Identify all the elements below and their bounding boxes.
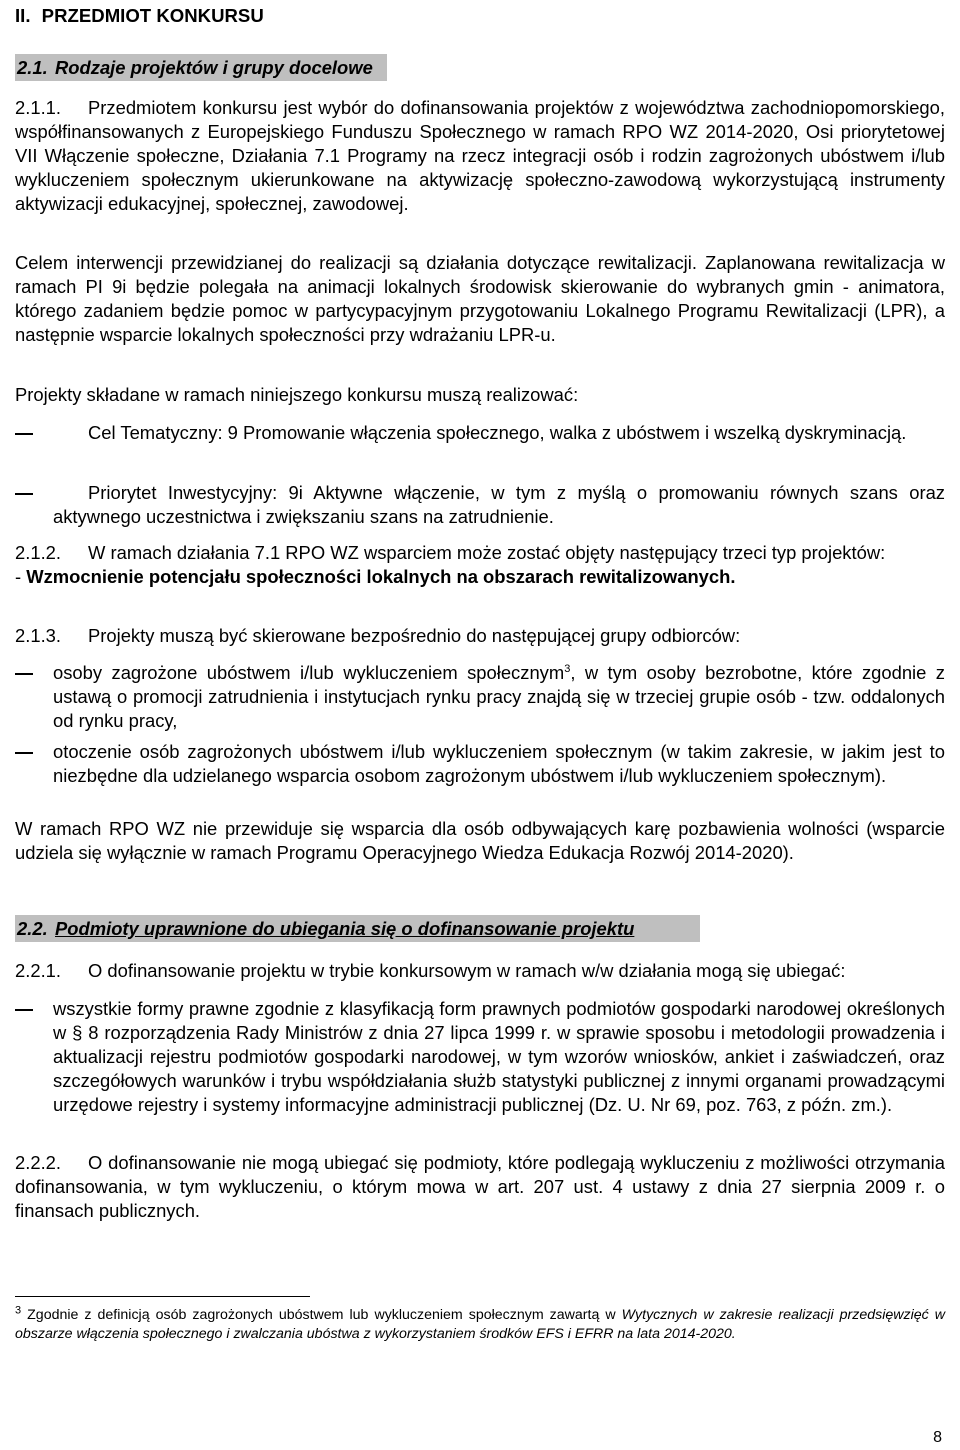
paragraph-text: Projekty muszą być skierowane bezpośrednio do następującej grupy odbiorców: bbox=[88, 625, 741, 646]
paragraph-2-1-3 bbox=[15, 624, 945, 648]
footnote-italic-text: Wytycznych w zakresie realizacji przedsięwzięć w obszarze włączenia społecznego i zwalczania ubóstwa z wykorzystaniem środków EFS i EFRR na lata 2014-2020. bbox=[15, 1307, 945, 1342]
paragraph-2-2-1 bbox=[15, 959, 945, 983]
paragraph-2-1-2 bbox=[15, 541, 945, 589]
paragraph-2-1-1 bbox=[15, 96, 945, 216]
section-number: II. bbox=[15, 5, 31, 26]
footnote-ref: 3 bbox=[564, 662, 571, 675]
paragraph-text: O dofinansowanie projektu w trybie konkursowym w ramach w/w działania mogą się ubiegać: bbox=[88, 960, 846, 981]
project-type-bold: Wzmocnienie potencjału społeczności lokalnych na obszarach rewitalizowanych. bbox=[26, 566, 736, 587]
list-item bbox=[15, 740, 945, 788]
subsection-heading-2-2 bbox=[15, 915, 700, 942]
list-item-text: Cel Tematyczny: 9 Promowanie włączenia społecznego, walka z ubóstwem i wszelką dyskryminacją. bbox=[88, 422, 907, 443]
paragraph-projekty: Projekty składane w ramach niniejszego konkursu muszą realizować: bbox=[15, 384, 579, 405]
paragraph-text: W ramach działania 7.1 RPO WZ wsparciem może zostać objęty następujący trzeci typ projektów: bbox=[88, 542, 886, 563]
subsection-title: Rodzaje projektów i grupy docelowe bbox=[55, 57, 373, 78]
subsection-title: Podmioty uprawnione do ubiegania się o dofinansowanie projektu bbox=[55, 918, 635, 939]
list-item bbox=[15, 481, 945, 529]
paragraph-number: 2.1.3. bbox=[15, 625, 62, 646]
subsection-heading-2-1 bbox=[15, 54, 387, 81]
paragraph-2-2-2 bbox=[15, 1151, 945, 1223]
dash-marker bbox=[15, 661, 33, 685]
footnote bbox=[15, 1306, 945, 1344]
list-item-text: otoczenie osób zagrożonych ubóstwem i/lub wykluczeniem społecznym (w takim zakresie, w jakim jest to niezbędne dla udzielanego wsparcia osobom zagrożonym ubóstwem i/lub wykluczeniem społecznym). bbox=[53, 741, 945, 786]
list-item-text: Priorytet Inwestycyjny: 9i Aktywne włączenie, w tym z myślą o promowaniu równych szans oraz aktywnego uczestnictwa i zwiększaniu szans na zatrudnienie. bbox=[53, 482, 945, 527]
paragraph-w-ramach: W ramach RPO WZ nie przewiduje się wsparcia dla osób odbywających karę pozbawienia wolności (wsparcie udziela się wyłącznie w ramach Programu Operacyjnego Wiedza Edukacja Rozwój 2014-2020). bbox=[15, 818, 945, 863]
list-item bbox=[15, 997, 945, 1117]
section-heading bbox=[15, 4, 264, 28]
list-item-text-b: , w tym osoby bezrobotne, które zgodnie z ustawą o promocji zatrudnienia i instytucjach rynku pracy znajdą się w trzeciej grupie osób - tzw. oddalonych od rynku pracy, bbox=[53, 662, 945, 731]
dash-marker bbox=[15, 997, 33, 1021]
footnote-separator bbox=[15, 1296, 310, 1297]
footnote-number: 3 bbox=[15, 1304, 22, 1317]
dash-marker bbox=[15, 481, 33, 505]
paragraph-number: 2.1.1. bbox=[15, 97, 62, 118]
paragraph-text: O dofinansowanie nie mogą ubiegać się podmioty, które podlegają wykluczeniu z możliwości otrzymania dofinansowania, w tym wykluczeniu, o którym mowa w art. 207 ust. 4 ustawy z dnia 27 sierpnia 2009 r. o finansach publicznych. bbox=[15, 1152, 945, 1221]
subsection-number: 2.1. bbox=[17, 57, 48, 78]
paragraph-number: 2.2.2. bbox=[15, 1152, 62, 1173]
subsection-number: 2.2. bbox=[17, 918, 48, 939]
list-item bbox=[15, 421, 945, 445]
list-item bbox=[15, 661, 945, 733]
dash-marker bbox=[15, 421, 33, 445]
paragraph-number: 2.1.2. bbox=[15, 542, 62, 563]
list-item-text: wszystkie formy prawne zgodnie z klasyfikacją form prawnych podmiotów gospodarki narodowej określonych w § 8 rozporządzenia Rady Ministrów z dnia 27 lipca 1999 r. w sprawie sposobu i metodologii prowadzenia i aktualizacji rejestru podmiotów gospodarki narodowej, w tym wzorów wniosków, ankiet i zaświadczeń, oraz szczegółowych warunków i trybu współdziałania służb statystyki publicznej z innymi organami prowadzącymi urzędowe rejestry i systemy informacyjne administracji publicznej (Dz. U. Nr 69, poz. 763, z późn. zm.). bbox=[53, 998, 945, 1115]
footnote-text: Zgodnie z definicją osób zagrożonych ubóstwem lub wykluczeniem społecznym zawartą w bbox=[27, 1307, 622, 1323]
section-title: PRZEDMIOT KONKURSU bbox=[41, 5, 264, 26]
list-item-text-a: osoby zagrożone ubóstwem i/lub wykluczeniem społecznym bbox=[53, 662, 565, 683]
bold-dash-prefix: - bbox=[15, 566, 27, 587]
paragraph-text: Przedmiotem konkursu jest wybór do dofinansowania projektów z województwa zachodniopomorskiego, współfinansowanych z Europejskiego Funduszu Społecznego w ramach RPO WZ 2014-2020, Osi priorytetowej VII Włączenie społeczne, Działania 7.1 Programy na rzecz integracji osób i rodzin zagrożonych ubóstwem i/lub wykluczeniem społecznym ukierunkowane na aktywizację społeczno-zawodową wykorzystującą instrumenty aktywizacji edukacyjnej, społecznej, zawodowej. bbox=[15, 97, 945, 214]
dash-marker bbox=[15, 740, 33, 764]
paragraph-celem: Celem interwencji przewidzianej do realizacji są działania dotyczące rewitalizacji. Zaplanowana rewitalizacja w ramach PI 9i będzie polegała na animacji lokalnych środowisk skierowanie do wybranych gmin - animatora, którego zadaniem będzie pomoc w partycypacyjnym przygotowaniu Lokalnego Programu Rewitalizacji (LPR), a następnie wsparcie lokalnych społeczności przy wdrażaniu LPR-u. bbox=[15, 252, 945, 345]
paragraph-number: 2.2.1. bbox=[15, 960, 62, 981]
page-number: 8 bbox=[933, 1429, 942, 1446]
